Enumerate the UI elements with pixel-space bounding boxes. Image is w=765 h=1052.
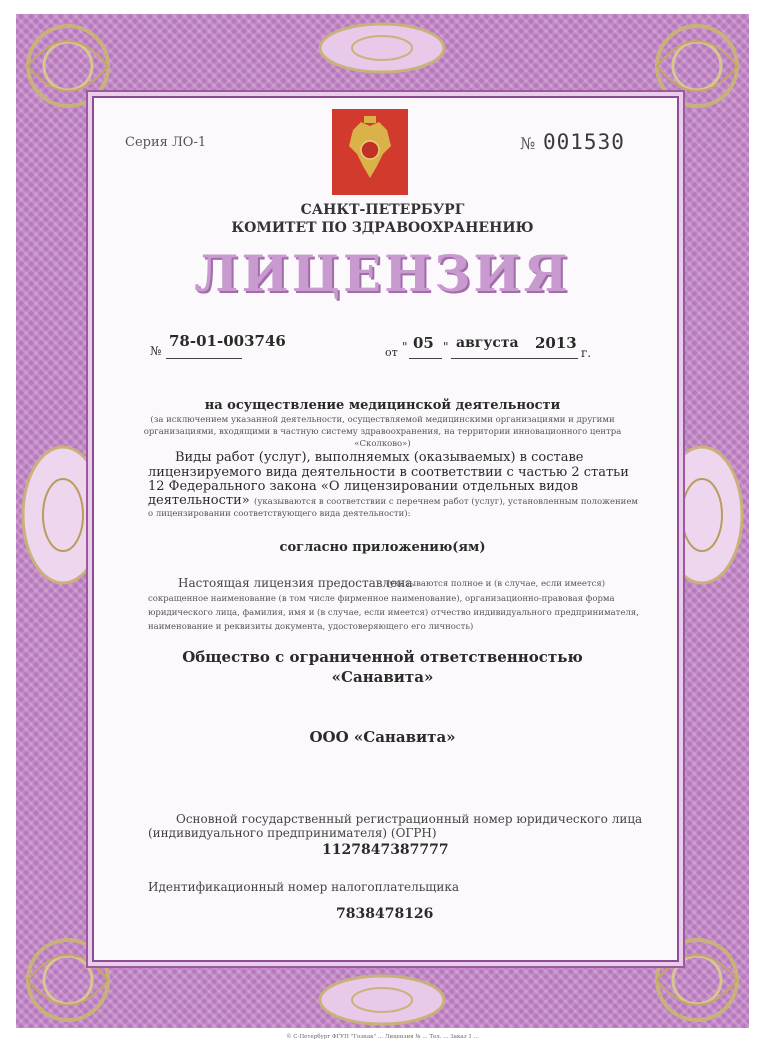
works-line-2: лицензируемого вида деятельности в соответствии с частью 2 статьи xyxy=(148,465,629,480)
activity-note-3: «Сколково») xyxy=(354,439,411,449)
works-line-4: деятельности» xyxy=(148,493,250,508)
grantee-note-2: сокращенное наименование (в том числе фирменное наименование), организационно-правовая форма xyxy=(148,594,615,604)
month-year-underline xyxy=(451,358,578,359)
works-note-b: о лицензировании соответствующего вида деятельности): xyxy=(148,509,411,519)
license-num-underline xyxy=(166,358,242,359)
top-ornament-icon xyxy=(315,18,450,78)
number-prefix: № xyxy=(520,134,536,153)
activity-note-2: организациями, входящими в частную систему здравоохранения, на территории инновационного центра xyxy=(143,427,622,437)
inn-label: Идентификационный номер налогоплательщика xyxy=(148,880,460,894)
license-num-label: № xyxy=(150,344,162,358)
issue-month: августа xyxy=(456,335,519,351)
quote-close: " xyxy=(443,340,449,354)
company-full-name-1: Общество с ограниченной ответственностью xyxy=(182,648,583,666)
day-underline xyxy=(409,358,442,359)
city-title: САНКТ-ПЕТЕРБУРГ xyxy=(300,202,465,218)
inn-value: 7838478126 xyxy=(336,906,434,922)
license-number: 78-01-003746 xyxy=(169,332,286,350)
bottom-ornament-icon xyxy=(315,970,450,1030)
ogrn-label-1: Основной государственный регистрационный номер юридического лица xyxy=(176,812,643,826)
year-suffix: г. xyxy=(581,346,592,360)
appendix-reference: согласно приложению(ям) xyxy=(279,540,486,555)
quote-open: " xyxy=(402,340,408,354)
from-label: от xyxy=(385,346,398,359)
company-short-name: ООО «Санавита» xyxy=(309,728,456,746)
works-note-a: (указываются в соответствии с перечнем работ (услуг), установленным положением xyxy=(254,497,638,507)
ogrn-value: 1127847387777 xyxy=(322,842,449,858)
grantee-note-4: наименование и реквизиты документа, удостоверяющего его личность) xyxy=(148,622,474,632)
works-line-3: 12 Федерального закона «О лицензировании отдельных видов xyxy=(148,479,579,494)
form-number: 001530 xyxy=(543,130,625,154)
company-full-name-2: «Санавита» xyxy=(331,668,434,686)
ogrn-label-2: (индивидуального предпринимателя) (ОГРН) xyxy=(148,826,437,840)
grantee-note-1: (указываются полное и (в случае, если имеется) xyxy=(386,579,606,589)
activity-note-1: (за исключением указанной деятельности, осуществляемой медицинскими организациями и другими xyxy=(150,415,615,425)
issue-year: 2013 xyxy=(535,334,577,352)
grantee-note-3: юридического лица, фамилия, имя и (в случае, если имеется) отчество индивидуального предпринимателя, xyxy=(148,608,639,618)
grantee-intro: Настоящая лицензия предоставлена xyxy=(178,576,413,590)
license-title: ЛИЦЕНЗИЯ xyxy=(194,244,571,303)
issue-day: 05 xyxy=(413,334,434,352)
coat-of-arms-icon xyxy=(331,108,409,196)
activity-heading: на осуществление медицинской деятельности xyxy=(204,398,561,413)
committee-title: КОМИТЕТ ПО ЗДРАВООХРАНЕНИЮ xyxy=(231,220,534,236)
works-line-1: Виды работ (услуг), выполняемых (оказываемых) в составе xyxy=(175,450,584,465)
printer-imprint: © С-Петербург ФГУП "Гознак" ... Лицензия № ... Тел. ... Заказ 1 ... xyxy=(286,1034,479,1040)
series-label: Серия ЛО-1 xyxy=(125,135,207,150)
